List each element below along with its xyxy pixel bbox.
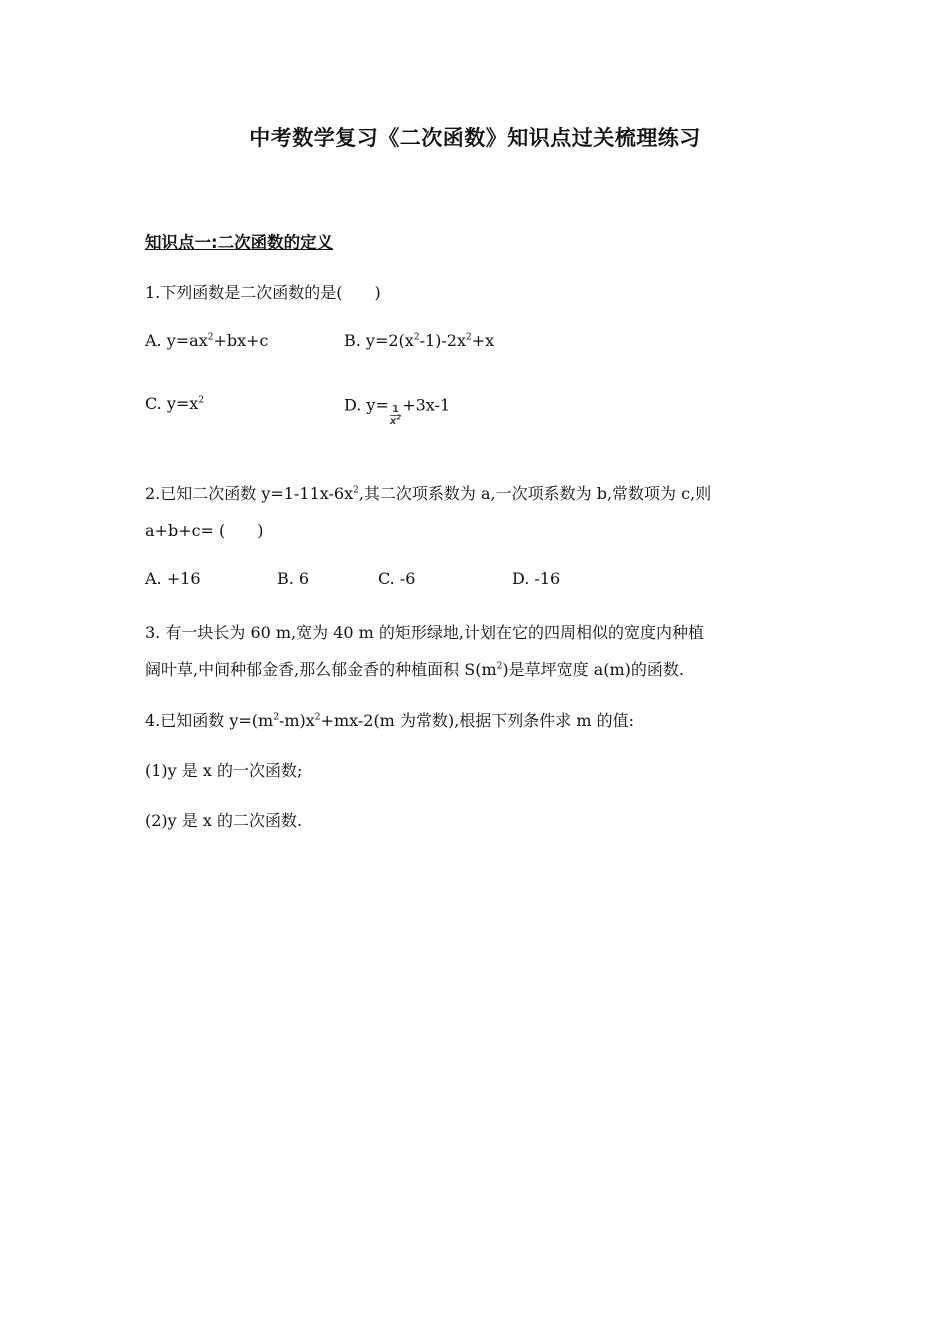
question-text: +mx-2(m 为常数),根据下列条件求 m 的值: (320, 711, 635, 730)
page-title: 中考数学复习《二次函数》知识点过关梳理练习 (249, 126, 701, 150)
question-4-part-2: (2)y 是 x 的二次函数. (145, 811, 303, 830)
superscript: 2 (198, 395, 205, 406)
option-text: +bx+c (213, 331, 269, 350)
question-text: 阔叶草,中间种郁金香,那么郁金香的种植面积 S(m (145, 660, 497, 679)
option-text: +3x-1 (402, 395, 451, 415)
question-2-option-a: A. +16 (145, 569, 201, 588)
superscript: 2 (273, 712, 279, 723)
section-heading: 知识点一:二次函数的定义 (145, 233, 334, 252)
superscript: 2 (496, 661, 503, 672)
question-text: )是草坪宽度 a(m)的函数. (502, 660, 684, 679)
question-2-line-1 (145, 481, 711, 504)
fraction-numerator: 1 (390, 404, 401, 416)
option-text: +x (471, 331, 495, 350)
superscript: 2 (353, 485, 359, 496)
fraction-denominator-base: x (389, 416, 397, 427)
fraction (390, 404, 401, 428)
option-text: D. y= (344, 395, 389, 415)
option-text: B. y=2(x (344, 331, 414, 350)
question-1-option-b (344, 331, 494, 350)
question-2-option-b: B. 6 (277, 569, 310, 588)
superscript: 2 (466, 332, 472, 343)
question-3-line-1: 3. 有一块长为 60 m,宽为 40 m 的矩形绿地,计划在它的四周相似的宽度内种植 (145, 623, 705, 642)
question-text: 4.已知函数 y=(m (145, 711, 274, 730)
option-text: A. y=ax (145, 331, 208, 350)
question-text: 2.已知二次函数 y=1-11x-6x (145, 484, 354, 503)
option-text: C. y=x (145, 394, 199, 413)
question-3-line-2 (145, 657, 684, 680)
option-text: -1)-2x (419, 331, 466, 350)
question-1-option-d (344, 394, 451, 427)
question-1-option-c (145, 394, 204, 413)
question-1-option-a (145, 331, 269, 350)
question-4-stem (145, 708, 634, 731)
fraction-denominator (389, 413, 402, 428)
superscript: 2 (207, 332, 214, 343)
question-text: -m)x (278, 711, 315, 730)
question-2-line-2: a+b+c= ( ) (145, 521, 264, 540)
question-1-stem: 1.下列函数是二次函数的是( ) (145, 283, 381, 302)
question-2-option-c: C. -6 (378, 569, 416, 588)
superscript: 2 (396, 413, 402, 422)
question-4-part-1: (1)y 是 x 的一次函数; (145, 761, 303, 780)
question-2-option-d: D. -16 (512, 569, 561, 588)
superscript: 2 (314, 712, 321, 723)
superscript: 2 (413, 332, 420, 343)
question-text: ,其二次项系数为 a,一次项系数为 b,常数项为 c,则 (358, 484, 712, 503)
